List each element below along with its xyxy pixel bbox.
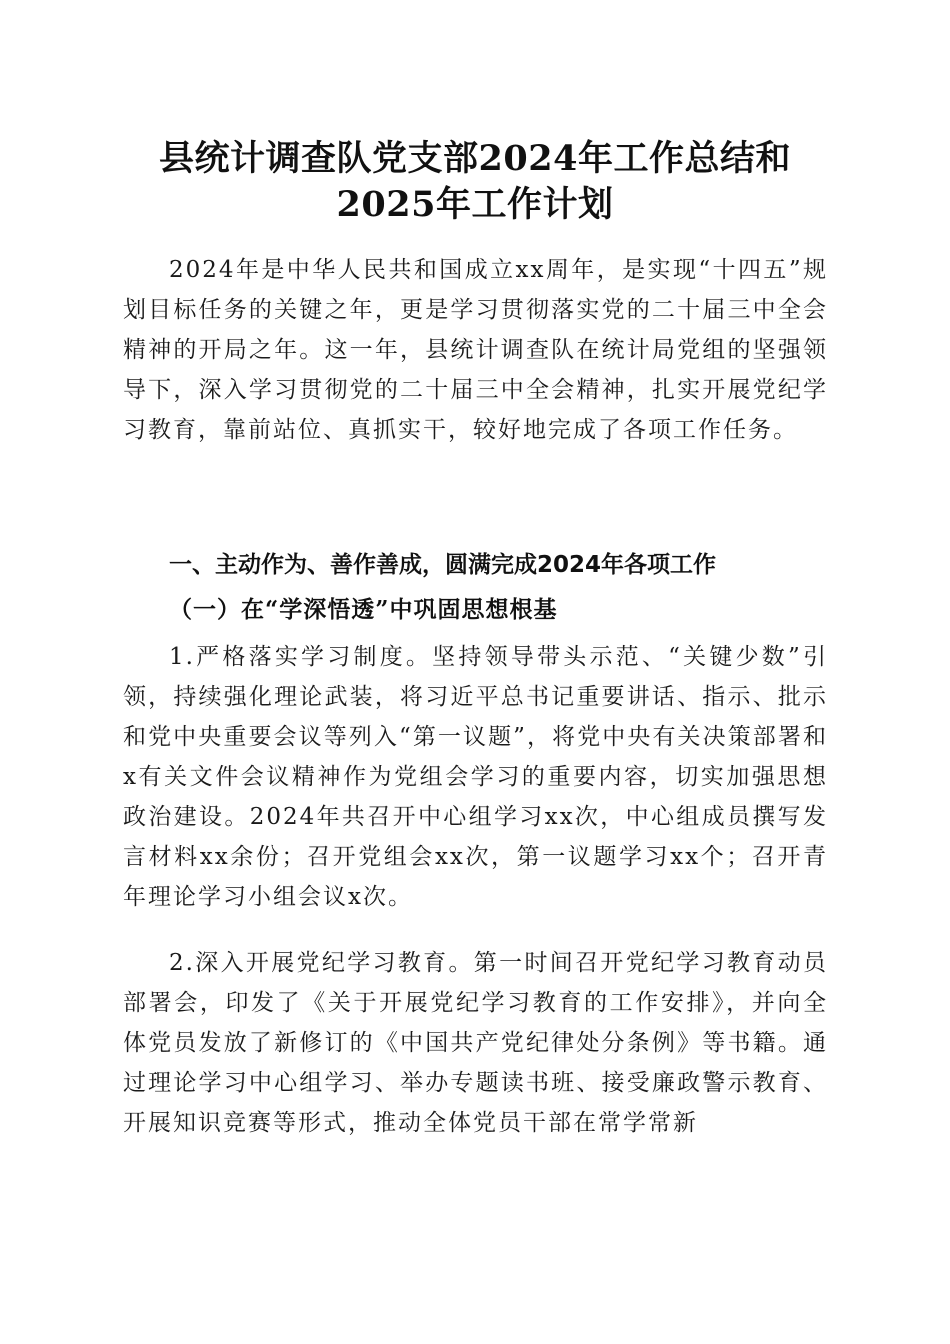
item-paragraph-2: 2.深入开展党纪学习教育。第一时间召开党纪学习教育动员部署会，印发了《关于开展党纪学习教育的工作安排》，并向全体党员发放了新修订的《中国共产党纪律处分条例》等书籍。通过理论学习中心组学习、举办专题读书班、接受廉政警示教育、开展知识竞赛等形式，推动全体党员干部在常学常新 [123,950,828,1136]
item-paragraph-1: 1.严格落实学习制度。坚持领导带头示范、“关键少数”引领，持续强化理论武装，将习近平总书记重要讲话、指示、批示和党中央重要会议等列入“第一议题”，将党中央有关决策部署和x有关文件会议精神作为党组会学习的重要内容，切实加强思想政治建设。2024年共召开中心组学习xx次，中心组成员撰写发言材料xx余份；召开党组会xx次，第一议题学习xx个；召开青年理论学习小组会议x次。 [123,644,828,910]
subsection-heading: （一）在“学深悟透”中巩固思想根基 [169,596,558,623]
intro-paragraph: 2024年是中华人民共和国成立xx周年，是实现“十四五”规划目标任务的关键之年，更是学习贯彻落实党的二十届三中全会精神的开局之年。这一年，县统计调查队在统计局党组的坚强领导下，深入学习贯彻党的二十届三中全会精神，扎实开展党纪学习教育，靠前站位、真抓实干，较好地完成了各项工作任务。 [123,257,828,443]
section-heading: 一、主动作为、善作善成，圆满完成2024年各项工作 [169,552,717,578]
document-title: 县统计调查队党支部2024年工作总结和2025年工作计划 [159,138,791,225]
